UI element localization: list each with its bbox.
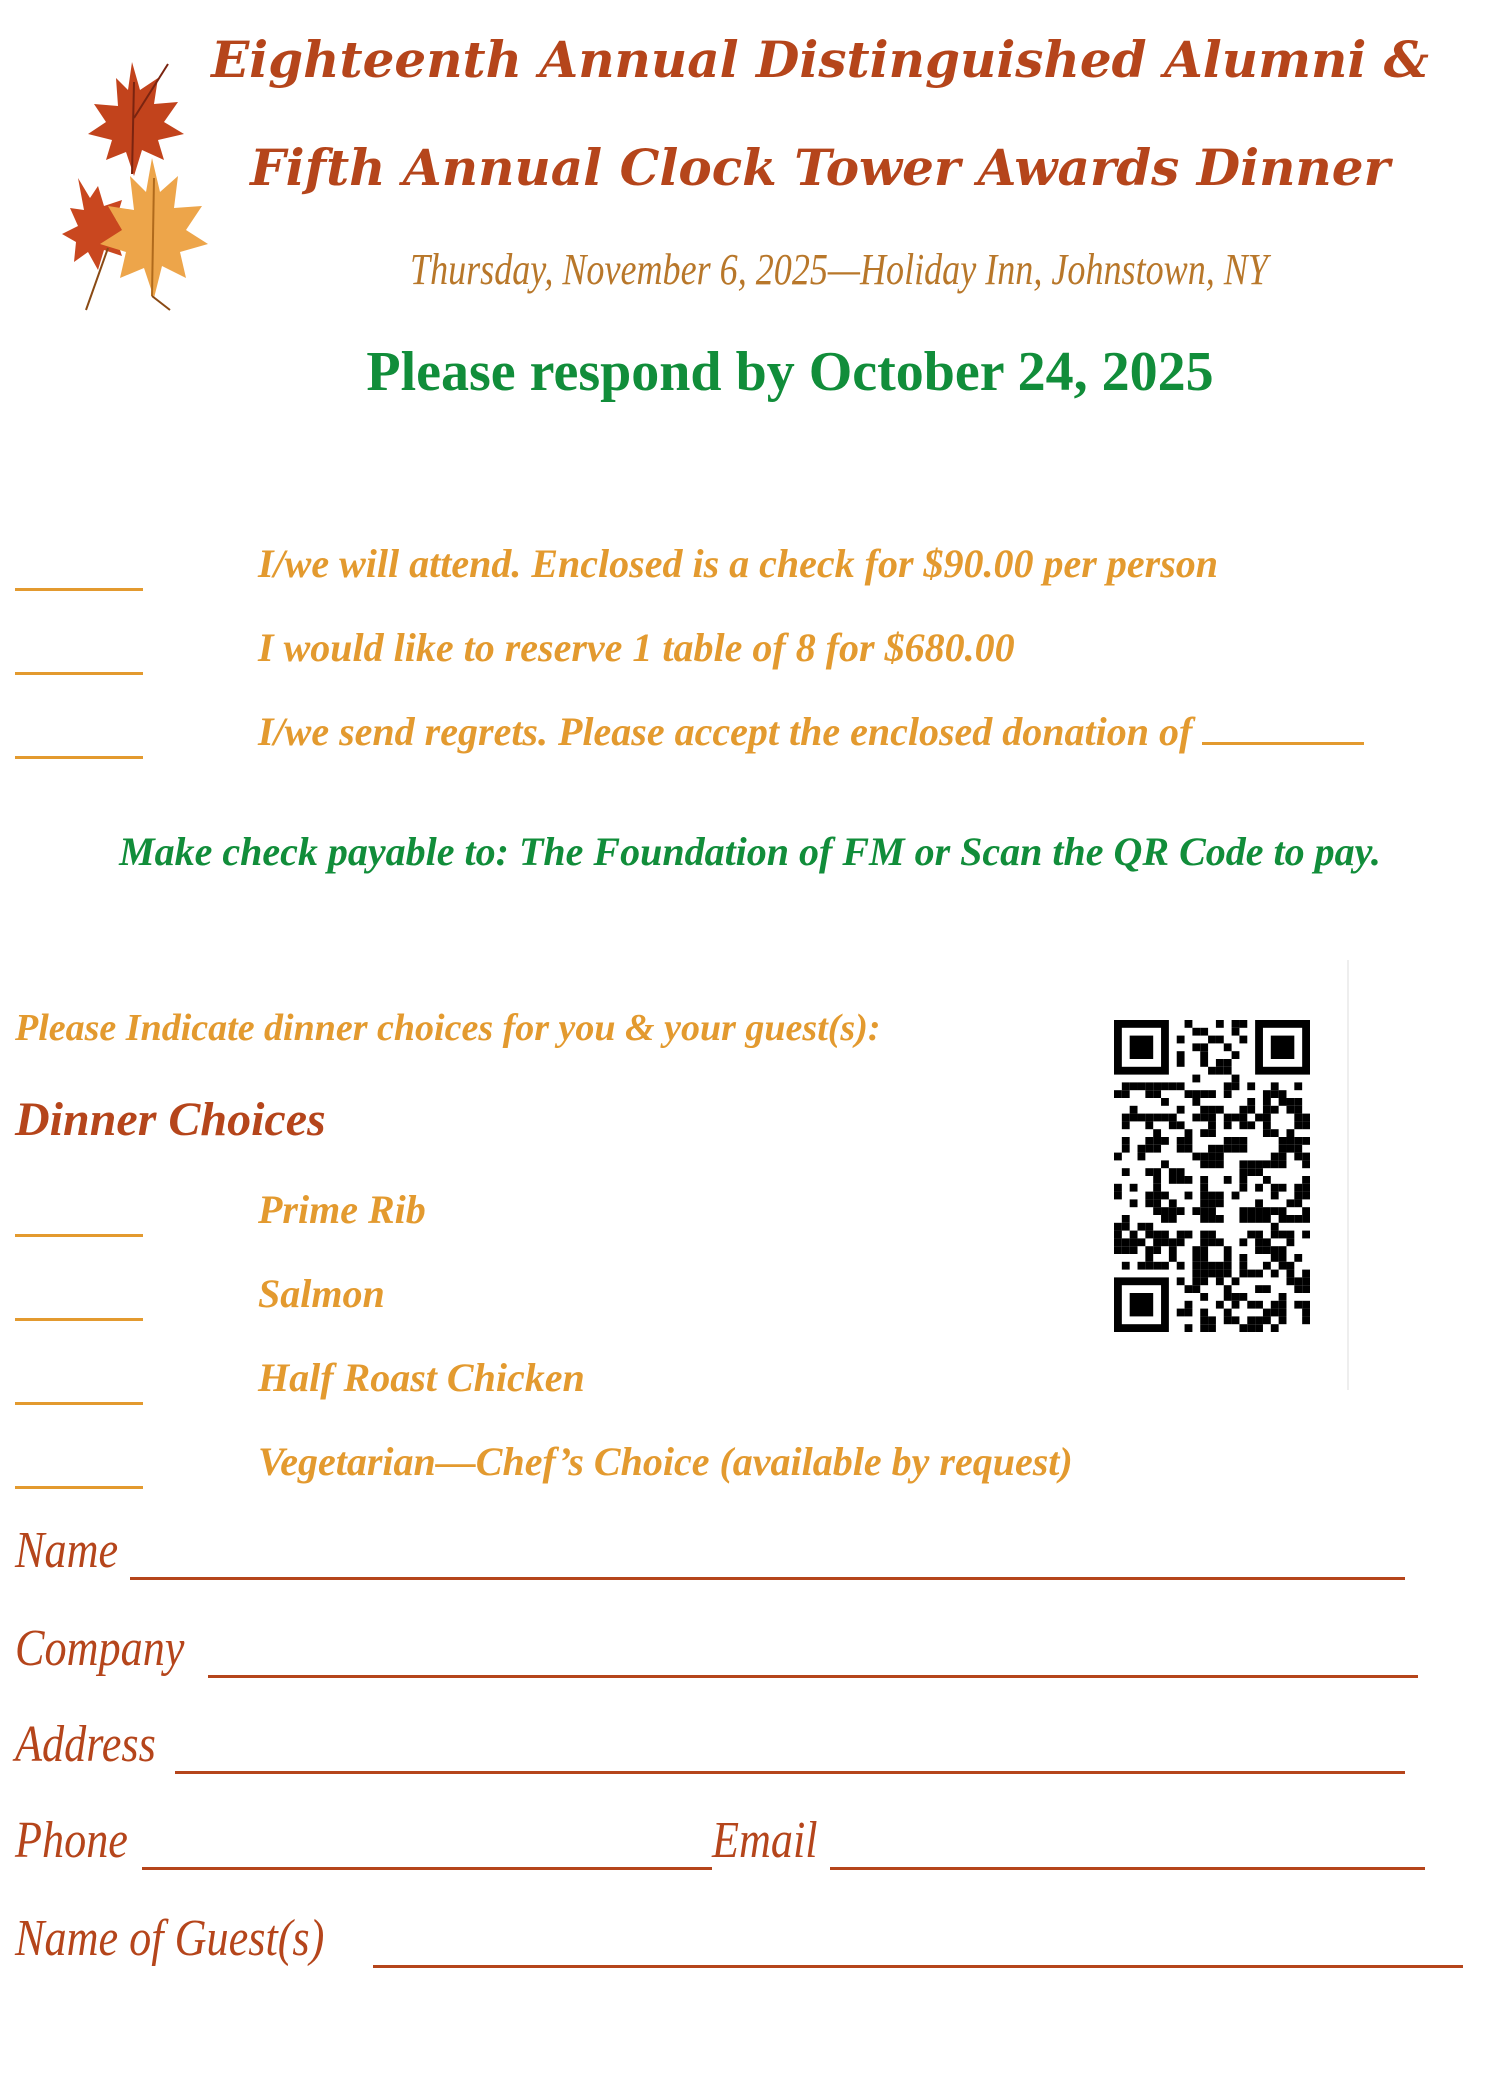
guests-label: Name of Guest(s) <box>15 1910 325 1967</box>
event-title-line1: Eighteenth Annual Distinguished Alumni & <box>211 30 1429 89</box>
phone-label: Phone <box>15 1812 128 1869</box>
name-field[interactable] <box>15 1520 1405 1580</box>
company-input-line[interactable] <box>208 1629 1418 1678</box>
name-label: Name <box>15 1522 119 1579</box>
choice-vegetarian: Vegetarian—Chef’s Choice (available by request) <box>258 1439 1073 1484</box>
dinner-instruction: Please Indicate dinner choices for you & your guest(s): <box>15 1007 881 1049</box>
address-field[interactable] <box>15 1714 1405 1774</box>
email-label: Email <box>711 1812 818 1869</box>
divider-line <box>1347 960 1349 1390</box>
vegetarian-check-blank[interactable] <box>15 1486 143 1489</box>
reserve-table-check-blank[interactable] <box>15 672 143 675</box>
respond-by-date: Please respond by October 24, 2025 <box>366 341 1214 403</box>
option-regrets <box>258 708 1364 755</box>
name-input-line[interactable] <box>130 1531 1405 1580</box>
option-attend: I/we will attend. Enclosed is a check for $90.00 per person <box>258 541 1218 586</box>
dinner-choices-heading: Dinner Choices <box>15 1093 326 1146</box>
company-label: Company <box>15 1620 185 1677</box>
phone-input-line[interactable] <box>142 1821 712 1870</box>
company-field[interactable] <box>15 1618 1418 1678</box>
choice-prime-rib: Prime Rib <box>258 1187 426 1232</box>
qr-code-icon[interactable] <box>1114 1020 1310 1332</box>
chicken-check-blank[interactable] <box>15 1402 143 1405</box>
guests-input-line[interactable] <box>373 1919 1463 1968</box>
choice-salmon: Salmon <box>258 1271 385 1316</box>
option-reserve-table: I would like to reserve 1 table of 8 for $680.00 <box>258 625 1015 670</box>
salmon-check-blank[interactable] <box>15 1318 143 1321</box>
attend-check-blank[interactable] <box>15 588 143 591</box>
payable-instructions: Make check payable to: The Foundation of FM or Scan the QR Code to pay. <box>119 829 1381 874</box>
address-label: Address <box>15 1716 156 1773</box>
option-regrets-label: I/we send regrets. Please accept the enclosed donation of <box>258 709 1193 754</box>
event-title-line2: Fifth Annual Clock Tower Awards Dinner <box>250 138 1390 197</box>
phone-email-field <box>15 1810 1425 1870</box>
guests-field[interactable] <box>15 1908 1463 1968</box>
address-input-line[interactable] <box>175 1725 1405 1774</box>
prime-rib-check-blank[interactable] <box>15 1234 143 1237</box>
event-date-location: Thursday, November 6, 2025—Holiday Inn, Johnstown, NY <box>410 245 1268 294</box>
donation-amount-blank[interactable] <box>1202 712 1364 745</box>
regrets-check-blank[interactable] <box>15 756 143 759</box>
email-input-line[interactable] <box>830 1821 1425 1870</box>
choice-half-roast-chicken: Half Roast Chicken <box>258 1355 585 1400</box>
